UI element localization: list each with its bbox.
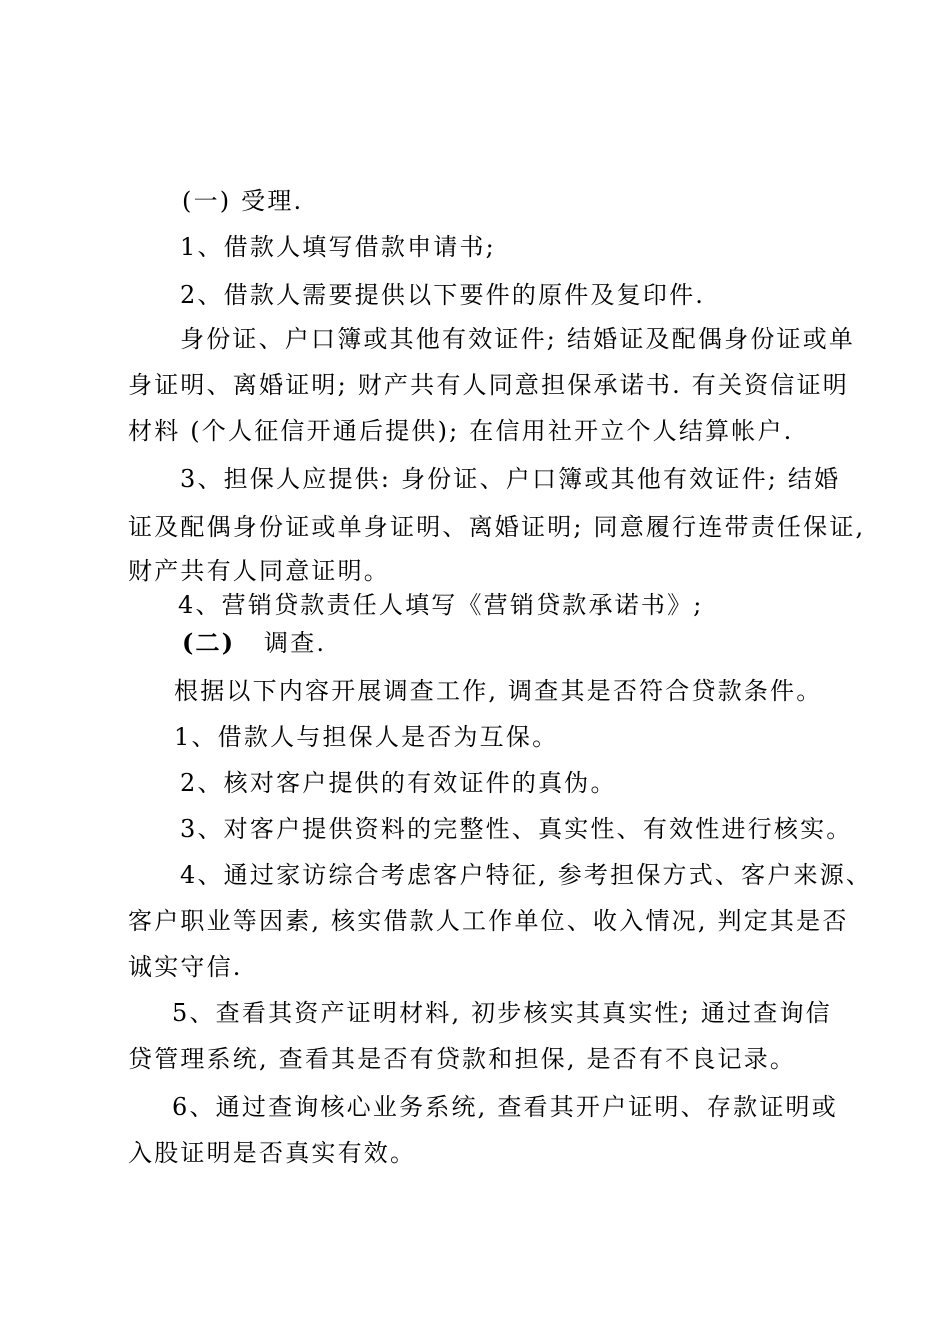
paragraph-line: 4、营销贷款责任人填写《营销贷款承诺书》;: [178, 591, 704, 619]
paragraph-line: 2、核对客户提供的有效证件的真伪。: [180, 769, 617, 797]
paragraph-line: 3、对客户提供资料的完整性、真实性、有效性进行核实。: [180, 815, 853, 843]
paragraph-line: 1、借款人与担保人是否为互保。: [174, 723, 559, 751]
paragraph-line: 根据以下内容开展调查工作, 调查其是否符合贷款条件。: [174, 677, 823, 705]
paragraph-line: 贷管理系统, 查看其是否有贷款和担保, 是否有不良记录。: [128, 1045, 797, 1073]
paragraph-line: 身份证、户口簿或其他有效证件; 结婚证及配偶身份证或单: [180, 325, 856, 353]
paragraph-line: 财产共有人同意证明。: [128, 557, 390, 585]
paragraph-line: 诚实守信.: [128, 953, 243, 981]
paragraph-line: 6、通过查询核心业务系统, 查看其开户证明、存款证明或: [172, 1093, 838, 1121]
section-number-investigation: (二): [182, 628, 236, 657]
section-heading-acceptance: (一) 受理.: [182, 187, 304, 215]
paragraph-line: 入股证明是否真实有效。: [128, 1139, 417, 1167]
paragraph-line: 材料 (个人征信开通后提供); 在信用社开立个人结算帐户.: [128, 417, 794, 445]
paragraph-line: 身证明、离婚证明; 财产共有人同意担保承诺书. 有关资信证明: [128, 371, 849, 399]
paragraph-line: 4、通过家访综合考虑客户特征, 参考担保方式、客户来源、: [180, 861, 873, 889]
paragraph-line: 3、担保人应提供: 身份证、户口簿或其他有效证件; 结婚: [180, 465, 841, 493]
section-heading-investigation: 调查.: [264, 629, 327, 657]
paragraph-line: 5、查看其资产证明材料, 初步核实其真实性; 通过查询信: [172, 999, 832, 1027]
paragraph-line: 1、借款人填写借款申请书;: [180, 233, 496, 261]
paragraph-line: 2、借款人需要提供以下要件的原件及复印件.: [180, 281, 706, 309]
paragraph-line: 证及配偶身份证或单身证明、离婚证明; 同意履行连带责任保证,: [128, 513, 866, 541]
paragraph-line: 客户职业等因素, 核实借款人工作单位、收入情况, 判定其是否: [128, 907, 849, 935]
